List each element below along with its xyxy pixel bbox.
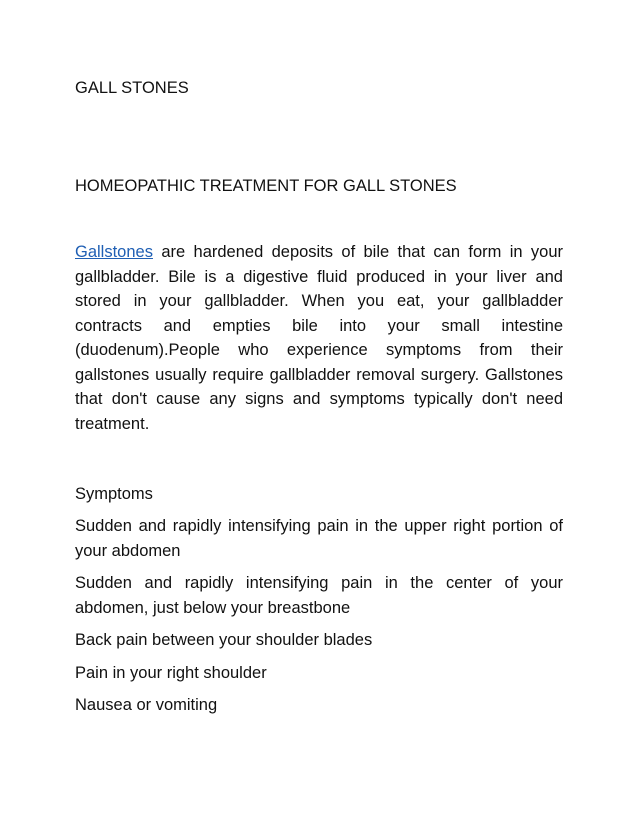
section-heading: HOMEOPATHIC TREATMENT FOR GALL STONES	[75, 177, 457, 195]
intro-paragraph	[75, 240, 563, 436]
gallstones-link[interactable]: Gallstones	[75, 243, 153, 261]
list-item: Back pain between your shoulder blades	[75, 631, 373, 649]
list-item: Pain in your right shoulder	[75, 663, 267, 682]
symptoms-label: Symptoms	[75, 485, 153, 503]
symptom-list	[75, 514, 563, 726]
document-title: GALL STONES	[75, 79, 189, 97]
intro-body-text: are hardened deposits of bile that can form in your gallbladder. Bile is a digestive fluid produced in your liver and stored in your gallbladder. When you eat, your gallbladder contracts and empties bile into your small intestine (duodenum).People who experience symptoms from their gallstones usually require gallbladder removal surgery. Gallstones that don't cause any signs and symptoms typically don't need treatment.	[75, 243, 563, 433]
list-item: Sudden and rapidly intensifying pain in the upper right portion of your abdomen	[75, 517, 563, 560]
list-item: Nausea or vomiting	[75, 696, 218, 714]
list-item: Sudden and rapidly intensifying pain in the center of your abdomen, just below your breastbone	[75, 574, 563, 617]
